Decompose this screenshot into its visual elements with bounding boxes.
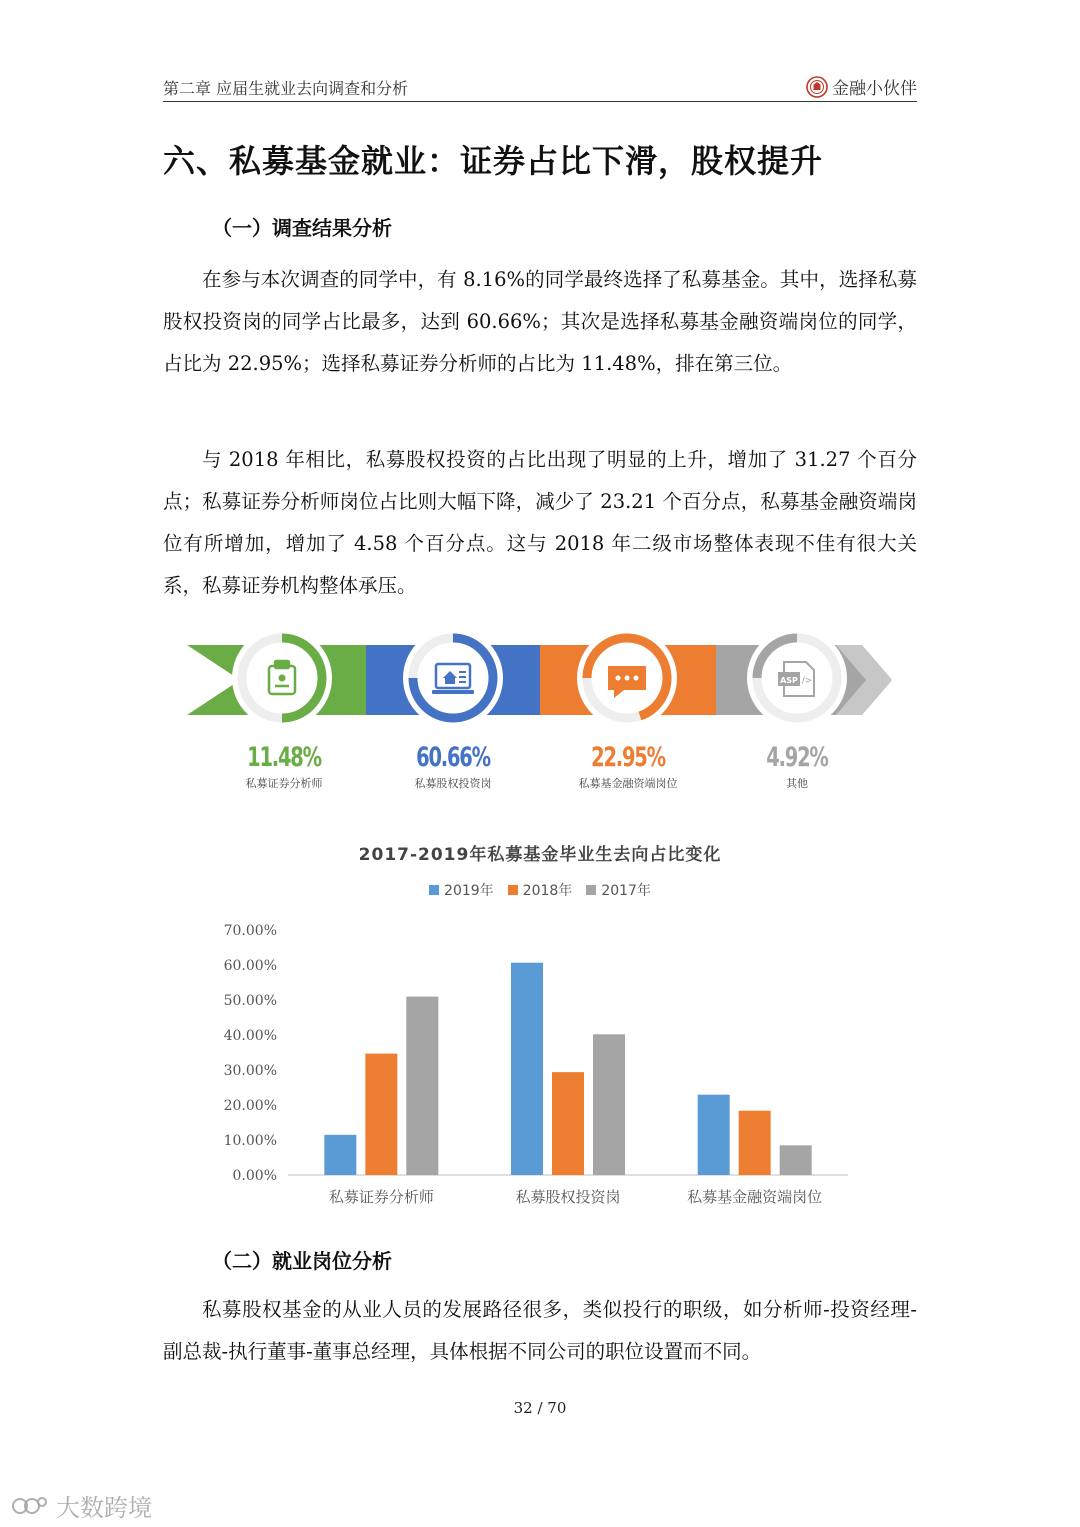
y-tick-label: 40.00%	[223, 1028, 277, 1044]
x-tick-label: 私募证券分析师	[328, 1188, 434, 1206]
bar-2019年-私募基金融资端岗位	[698, 1095, 730, 1175]
info-stat-value: 22.95%	[591, 742, 665, 773]
y-tick-label: 30.00%	[223, 1063, 277, 1079]
bar-2018年-私募证券分析师	[365, 1054, 397, 1175]
info-stat-label: 私募股权投资岗	[414, 777, 492, 790]
bar-2018年-私募基金融资端岗位	[739, 1111, 771, 1175]
asp-label: ASP	[780, 676, 798, 685]
legend-item-2019	[429, 880, 494, 900]
info-stat-label: 私募基金融资端岗位	[578, 777, 678, 790]
bar-2017年-私募基金融资端岗位	[780, 1145, 812, 1175]
chart-legend	[0, 880, 1080, 900]
info-stat-blue	[368, 742, 538, 791]
section-heading-2: （二）就业岗位分析	[212, 1249, 392, 1273]
x-tick-label: 私募基金融资端岗位	[687, 1188, 823, 1206]
bar-chart	[0, 900, 1080, 1220]
brand-logo-icon	[806, 76, 828, 98]
legend-swatch	[508, 885, 518, 895]
y-tick-label: 60.00%	[223, 958, 277, 974]
info-stat-label: 私募证券分析师	[245, 777, 323, 790]
bar-2018年-私募股权投资岗	[552, 1072, 584, 1175]
paragraph-3: 私募股权基金的从业人员的发展路径很多，类似投行的职级，如分析师-投资经理-副总裁-执行董事-董事总经理，具体根据不同公司的职位设置而不同。	[163, 1298, 917, 1363]
paragraph-1: 在参与本次调查的同学中，有 8.16%的同学最终选择了私募基金。其中，选择私募股权投资岗的同学占比最多，达到 60.66%；其次是选择私募基金融资端岗位的同学，占比为 22.95%；选择私募证券分析师的占比为 11.48%，排在第三位。	[163, 268, 917, 375]
chapter-header: 第二章 应届生就业去向调查和分析	[163, 79, 409, 98]
legend-swatch	[586, 885, 596, 895]
bar-2017年-私募证券分析师	[406, 997, 438, 1175]
info-stat-value: 4.92%	[766, 742, 828, 773]
legend-item-2017	[586, 880, 651, 900]
paragraph-2: 与 2018 年相比，私募股权投资的占比出现了明显的上升，增加了 31.27 个百分点；私募证券分析师岗位占比则大幅下降，减少了 23.21 个百分点，私募基金融资端岗位有所增加，增加了 4.58 个百分点。这与 2018 年二级市场整体表现不佳有很大关系，私募证券机构整体承压。	[163, 448, 917, 597]
watermark	[10, 1488, 152, 1523]
x-tick-label: 私募股权投资岗	[515, 1188, 621, 1206]
legend-label: 2018年	[522, 883, 573, 899]
info-stat-orange	[543, 742, 713, 791]
bar-2019年-私募证券分析师	[324, 1135, 356, 1175]
y-tick-label: 70.00%	[223, 923, 277, 939]
y-tick-label: 0.00%	[232, 1168, 277, 1184]
bar-2017年-私募股权投资岗	[593, 1034, 625, 1175]
brand-name: 金融小伙伴	[832, 79, 917, 99]
info-stat-gray	[712, 742, 882, 791]
legend-label: 2017年	[601, 883, 651, 899]
svg-text:/>: />	[801, 676, 813, 686]
page-title: 六、私募基金就业：证券占比下滑，股权提升	[163, 142, 824, 180]
position-infographic	[0, 620, 1080, 740]
watermark-logo-icon	[10, 1494, 50, 1518]
section-heading-1: （一）调查结果分析	[212, 216, 392, 240]
legend-item-2018	[508, 880, 573, 900]
info-stat-green	[199, 742, 369, 791]
info-stat-value: 60.66%	[416, 742, 490, 773]
legend-label: 2019年	[444, 883, 494, 899]
y-tick-label: 20.00%	[223, 1098, 277, 1114]
info-stat-label: 其他	[786, 777, 808, 790]
watermark-text: 大数跨境	[56, 1494, 152, 1522]
y-tick-label: 10.00%	[223, 1133, 277, 1149]
info-stat-value: 11.48%	[247, 742, 321, 773]
brand-header	[806, 74, 917, 99]
bar-2019年-私募股权投资岗	[511, 963, 543, 1175]
legend-swatch	[429, 885, 439, 895]
chart-title: 2017-2019年私募基金毕业生去向占比变化	[358, 845, 722, 865]
y-tick-label: 50.00%	[223, 993, 277, 1009]
page-number: 32 / 70	[513, 1399, 567, 1417]
header-divider	[163, 101, 917, 102]
